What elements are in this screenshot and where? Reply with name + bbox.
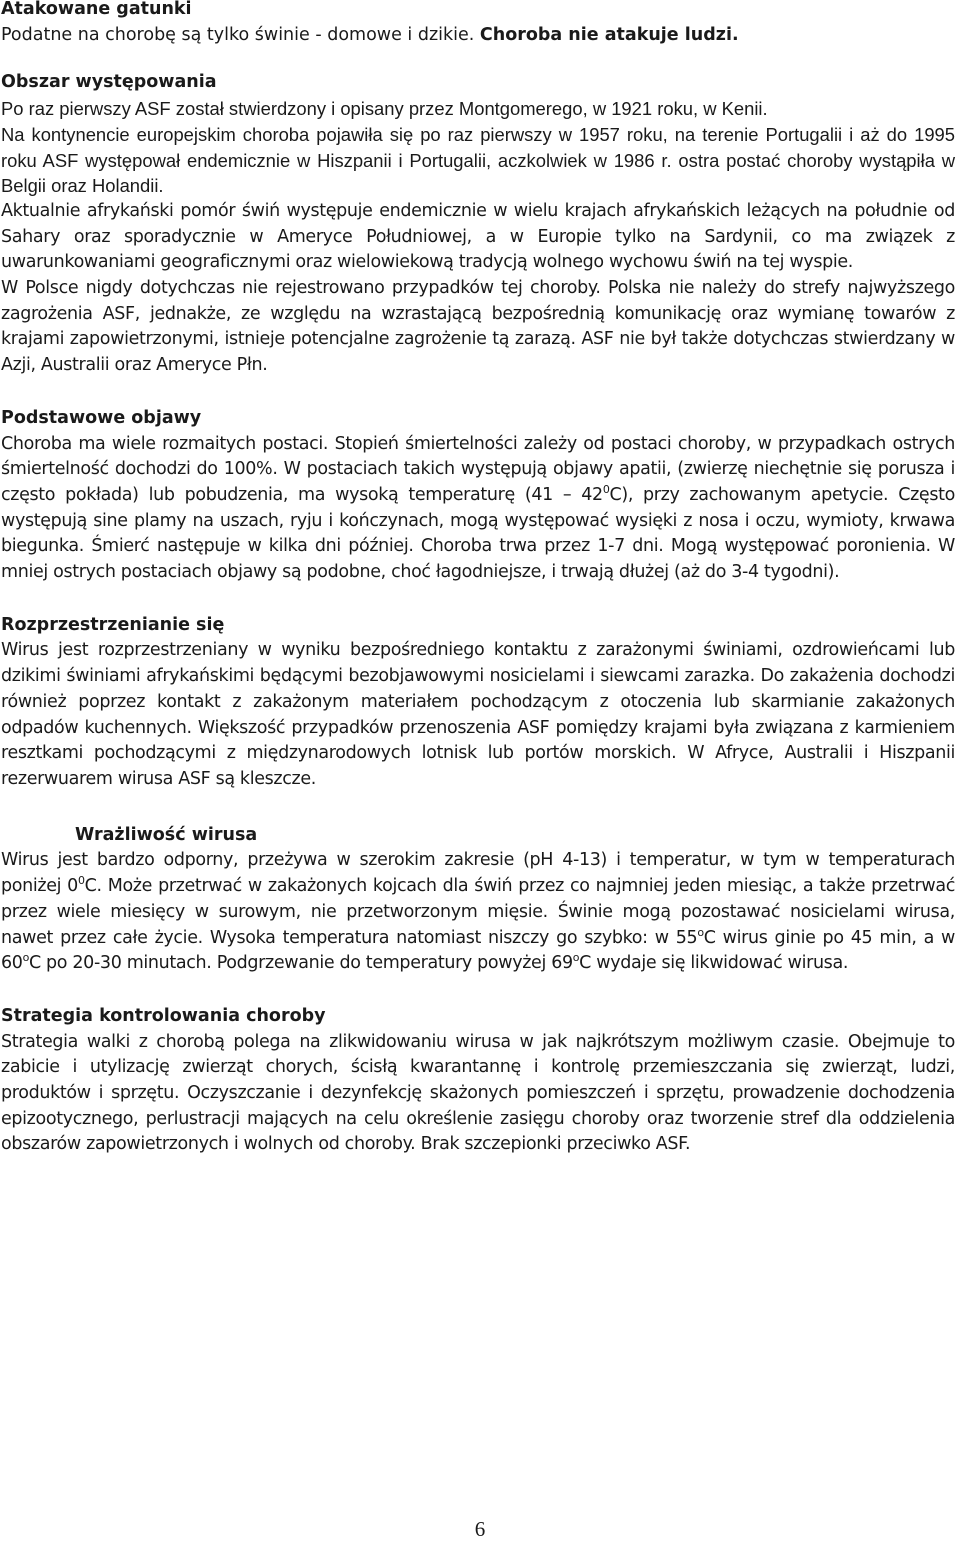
section-obszar-wystepowania [1, 70, 955, 378]
text-wrazliwosc-5: C wydaje się likwidować wirusa. [579, 953, 849, 974]
text-wrazliwosc-4: C po 20-30 minutach. Podgrzewanie do temperatury powyżej 69 [28, 953, 573, 974]
paragraph-obszar-4: W Polsce nigdy dotychczas nie rejestrowano przypadków tej choroby. Polska nie należy do strefy najwyższego zagrożenia ASF, jednakże, ze względu na wzrastającą bezpośrednią komunikację oraz wymianę towarów z krajami zapowietrzonymi, istnieje potencjalne zagrożenie tą zarazą. ASF nie był także dotychczas stwierdzany w Azji, Australii oraz Ameryce Płn. [1, 278, 955, 376]
degree-mark: o [22, 951, 29, 965]
degree-mark: o [572, 951, 580, 965]
paragraph-obszar-1: Po raz pierwszy ASF został stwierdzony i opisany przez Montgomerego, w 1921 roku, w Kenii. [1, 98, 768, 120]
text-objawy-1: Choroba ma wiele rozmaitych postaci. Stopień śmiertelności zależy od postaci choroby, w przypadkach ostrych śmiertelność dochodzi do 100%. W postaciach takich występują objawy apatii, (zwierzę niechętnie się porusza i często pokłada) lub pobudzenia, ma wysoką temperaturę (41 – 42 [1, 433, 955, 505]
section-wrazliwosc-wirusa [1, 823, 955, 977]
degree-mark: o [697, 925, 704, 939]
text-gatunki-bold: Choroba nie atakuje ludzi. [479, 24, 739, 45]
heading-atakowane-gatunki: Atakowane gatunki [1, 0, 192, 19]
paragraph-gatunki [1, 23, 955, 49]
heading-strategia: Strategia kontrolowania choroby [1, 1005, 326, 1026]
paragraph-strategia: Strategia walki z chorobą polega na zlikwidowaniu wirusa w jak najkrótszym możliwym czasie. Obejmuje to zabicie i utylizację zwierząt chorych, ścisłą kwarantannę i kontrolę przemieszczania się zwierząt, ludzi, produktów i sprzętu. Oczyszczanie i dezynfekcję skażonych pomieszczeń i sprzętu, prowadzenie dochodzenia epizootycznego, perlustracji mających na celu określenie zasięgu choroby oraz tworzenie stref dla oddzielenia obszarów zapowietrzonych i wolnych od choroby. Brak szczepionki przeciwko ASF. [1, 1031, 955, 1155]
text-gatunki: Podatne na chorobę są tylko świnie - domowe i dzikie. [1, 24, 480, 45]
section-atakowane-gatunki [1, 0, 955, 48]
paragraph-rozprzestrzenianie: Wirus jest rozprzestrzeniany w wyniku bezpośredniego kontaktu z zarażonymi świniami, ozdrowieńcami lub dzikimi świniami afrykańskimi będącymi bezobjawowymi nosicielami i siewcami zarazka. Do zakażenia dochodzi również poprzez kontakt z zakażonym materiałem pochodzącym z otoczenia lub skarmianie zakażonych odpadów kuchennych. Większość przypadków przenoszenia ASF pomiędzy krajami była związana z karmieniem resztkami pochodzącymi z międzynarodowych lotnisk lub portów morskich. W Afryce, Australii i Hiszpanii rezerwuarem wirusa ASF są kleszcze. [1, 640, 955, 789]
document-page [1, 0, 955, 1158]
page-number: 6 [474, 1517, 486, 1541]
text-wrazliwosc-1: Wirus jest bardzo odporny, przeżywa w szerokim zakresie (pH 4-13) i temperatur, w tym w temperaturach poniżej 0 [1, 850, 955, 897]
section-podstawowe-objawy [1, 406, 955, 586]
heading-podstawowe-objawy: Podstawowe objawy [1, 407, 202, 428]
degree-mark: 0 [77, 874, 85, 888]
degree-mark: 0 [602, 483, 610, 497]
section-rozprzestrzenianie [1, 613, 955, 793]
heading-rozprzestrzenianie: Rozprzestrzenianie się [1, 614, 225, 635]
text-objawy-2: C), przy zachowanym apetycie. Często występują sine plamy na uszach, ryju i kończynach, mogą występować wysięki z nosa i oczu, wymioty, krwawa biegunka. Śmierć następuje w kilka dni później. Choroba trwa przez 1-7 dni. Mogą występować poronienia. W mniej ostrych postaciach objawy są podobne, choć łagodniejsze, i trwają dłużej (aż do 3-4 tygodni). [1, 484, 955, 583]
section-strategia [1, 1004, 955, 1158]
paragraph-wrazliwosc [1, 848, 955, 977]
paragraph-objawy [1, 432, 955, 586]
heading-wrazliwosc-wirusa: Wrażliwość wirusa [75, 824, 258, 845]
paragraph-obszar-2: Na kontynencie europejskim choroba pojawiła się po raz pierwszy w 1957 roku, na terenie Portugalii i aż do 1995 roku ASF występował endemicznie w Hiszpanii i Portugalii, aczkolwiek w 1986 r. ostra postać choroby wystąpiła w Belgii oraz Holandii. [1, 123, 955, 197]
text-wrazliwosc-2: C. Może przetrwać w zakażonych kojcach dla świń przez co najmniej jeden miesiąc, a także przetrwać przez wiele miesięcy w surowym, nie przetworzonym mięsie. Świnie mogą pozostawać nosicielami wirusa, nawet przez całe życie. Wysoka temperatura natomiast niszczy go szybko: w 55 [1, 876, 955, 948]
text-wrazliwosc-3: C wirus ginie po 45 min, a w 60 [1, 927, 955, 974]
heading-obszar-wystepowania: Obszar występowania [1, 72, 217, 93]
paragraph-obszar-3: Aktualnie afrykański pomór świń występuje endemicznie w wielu krajach afrykańskich leżących na południe od Sahary oraz sporadycznie w Ameryce Południowej, a w Europie tylko na Sardynii, co ma związek z uwarunkowaniami geograficznymi oraz wielowiekową tradycją wolnego wychowu świń na tej wyspie. [1, 200, 955, 273]
